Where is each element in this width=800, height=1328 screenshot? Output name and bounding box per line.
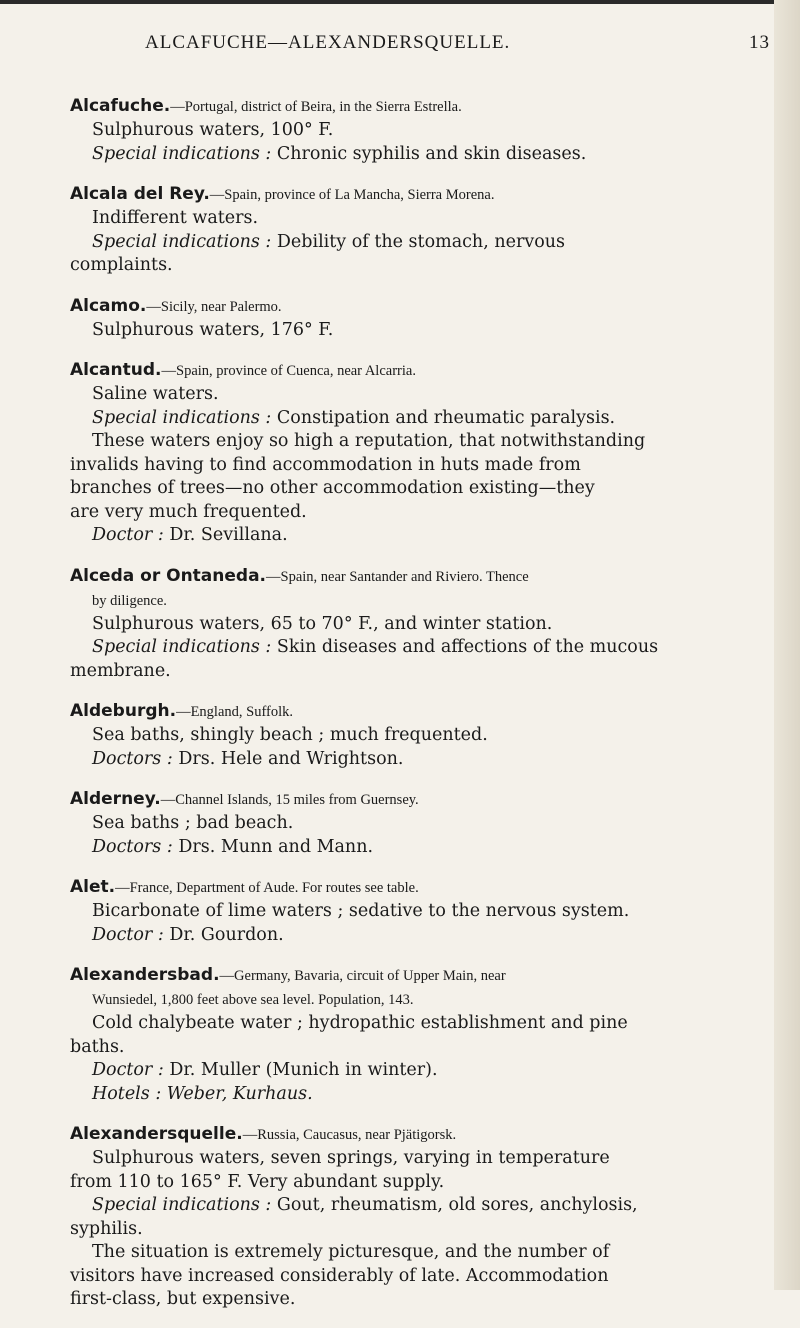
indications-label: Special indications :: [92, 637, 272, 657]
indications-continuation: syphilis.: [70, 1218, 143, 1239]
indications-text: Chronic syphilis and skin diseases.: [271, 143, 587, 164]
top-rule: [0, 0, 800, 4]
entry-heading: [70, 182, 770, 207]
indications-line: [70, 231, 770, 255]
extra-line: first-class, but expensive.: [70, 1289, 296, 1309]
extra-line: invalids having to find accommodation in huts made from: [70, 454, 581, 475]
entry-heading: [70, 358, 770, 383]
doctor-label: Doctor :: [92, 1060, 164, 1080]
entry-line: baths.: [70, 1036, 125, 1057]
entry-alexandersbad: [70, 963, 770, 1106]
entry-line: Saline waters.: [92, 384, 219, 404]
doctor-label: Doctor :: [92, 924, 164, 945]
entry-alderney: [70, 787, 770, 859]
entry-heading: [70, 94, 770, 119]
location: —Spain, province of Cuenca, near Alcarria.: [161, 363, 416, 379]
page-edge: [774, 0, 800, 1290]
doctor-text: Dr. Sevillana.: [163, 525, 288, 545]
entry-line: Sea baths, shingly beach ; much frequented.: [92, 725, 488, 745]
entry-heading: [70, 564, 770, 589]
entry-alexandersquelle: [70, 1122, 770, 1312]
indications-text: Debility of the stomach, nervous: [271, 231, 565, 252]
extra-line: are very much frequented.: [70, 501, 307, 522]
entry-heading: [70, 875, 770, 900]
doctor-label: Doctor :: [92, 525, 164, 545]
hotels-text: Weber, Kurhaus.: [161, 1083, 313, 1104]
entry-line: Sulphurous waters, 65 to 70° F., and winter station.: [92, 613, 553, 634]
doctor-line: [70, 524, 770, 548]
location: —Portugal, district of Beira, in the Sierra Estrella.: [170, 99, 462, 115]
location: —Russia, Caucasus, near Pjätigorsk.: [242, 1127, 457, 1143]
indications-label: Special indications :: [92, 407, 272, 428]
indications-continuation: membrane.: [70, 660, 171, 681]
headword: Alcamo.: [70, 295, 147, 316]
location: —England, Suffolk.: [176, 704, 294, 720]
doctor-text: Drs. Hele and Wrightson.: [172, 748, 404, 769]
gazetteer-entries: [70, 94, 770, 1328]
indications-label: Special indications :: [92, 1195, 272, 1215]
doctor-line: [70, 836, 770, 860]
running-title: ALCAFUCHE—ALEXANDERSQUELLE.: [145, 32, 511, 53]
headword: Alexandersquelle.: [70, 1124, 243, 1144]
extra-line: visitors have increased considerably of late. Accommodation: [70, 1265, 609, 1286]
indications-line: [70, 407, 770, 431]
hotels-line: [70, 1083, 770, 1107]
running-head: [70, 32, 770, 62]
location-continuation: Wunsiedel, 1,800 feet above sea level. Population, 143.: [92, 992, 414, 1008]
entry-alcamo: [70, 294, 770, 343]
location: —Spain, near Santander and Riviero. Thence: [266, 568, 529, 585]
doctor-line: [70, 748, 770, 772]
entry-line: from 110 to 165° F. Very abundant supply.: [70, 1171, 445, 1192]
doctor-label: Doctors :: [92, 836, 173, 857]
indications-line: [70, 143, 770, 167]
entry-alceda: [70, 564, 770, 684]
entry-alcala-del-rey: [70, 182, 770, 278]
extra-line: These waters enjoy so high a reputation, that notwithstanding: [92, 431, 646, 451]
indications-text: Skin diseases and affections of the mucous: [271, 637, 659, 657]
indications-text: Constipation and rheumatic paralysis.: [271, 407, 616, 428]
entry-alcafuche: [70, 94, 770, 166]
doctor-label: Doctors :: [92, 748, 173, 769]
location: —Channel Islands, 15 miles from Guernsey.: [160, 792, 419, 808]
indications-label: Special indications :: [92, 231, 272, 252]
entry-line: Sulphurous waters, 176° F.: [92, 319, 334, 340]
indications-text: Gout, rheumatism, old sores, anchylosis,: [271, 1195, 638, 1215]
headword: Alcantud.: [70, 360, 162, 380]
headword: Aldeburgh.: [70, 701, 177, 721]
headword: Alexandersbad.: [70, 965, 220, 985]
entry-alet: [70, 875, 770, 947]
entry-heading: [70, 699, 770, 724]
entry-line: Indifferent waters.: [92, 208, 259, 228]
entry-alcantud: [70, 358, 770, 548]
headword: Alcafuche.: [70, 96, 171, 116]
entry-line: Cold chalybeate water ; hydropathic establishment and pine: [92, 1013, 628, 1033]
entry-heading: [70, 787, 770, 812]
location: —France, Department of Aude. For routes see table.: [115, 880, 419, 896]
headword: Alcala del Rey.: [70, 184, 210, 204]
headword: Alet.: [70, 877, 116, 897]
entry-aldeburgh: [70, 699, 770, 771]
doctor-text: Dr. Muller (Munich in winter).: [163, 1060, 438, 1080]
indications-continuation: complaints.: [70, 255, 173, 275]
extra-line: The situation is extremely picturesque, and the number of: [92, 1242, 610, 1262]
location: —Spain, province of La Mancha, Sierra Morena.: [209, 187, 495, 203]
doctor-line: [70, 1059, 770, 1083]
entry-heading: [70, 1122, 770, 1147]
entry-line: Sea baths ; bad beach.: [92, 813, 294, 833]
doctor-text: Drs. Munn and Mann.: [172, 836, 374, 857]
entry-heading: [70, 963, 770, 988]
entry-line: Sulphurous waters, 100° F.: [92, 120, 334, 140]
location: —Sicily, near Palermo.: [146, 298, 282, 315]
headword: Alderney.: [70, 789, 161, 809]
location-continuation: by diligence.: [92, 592, 167, 609]
doctor-text: Dr. Gourdon.: [163, 924, 284, 945]
page-number: 13: [749, 32, 770, 53]
entry-heading: [70, 294, 770, 319]
indications-label: Special indications :: [92, 143, 272, 164]
hotels-label: Hotels :: [92, 1083, 162, 1104]
extra-line: branches of trees—no other accommodation existing—they: [70, 478, 595, 498]
entry-line: Bicarbonate of lime waters ; sedative to the nervous system.: [92, 901, 630, 921]
location: —Germany, Bavaria, circuit of Upper Main, near: [219, 968, 506, 984]
indications-line: [70, 636, 770, 660]
entry-line: Sulphurous waters, seven springs, varying in temperature: [92, 1148, 610, 1168]
headword: Alceda or Ontaneda.: [70, 565, 267, 586]
doctor-line: [70, 924, 770, 948]
indications-line: [70, 1194, 770, 1218]
